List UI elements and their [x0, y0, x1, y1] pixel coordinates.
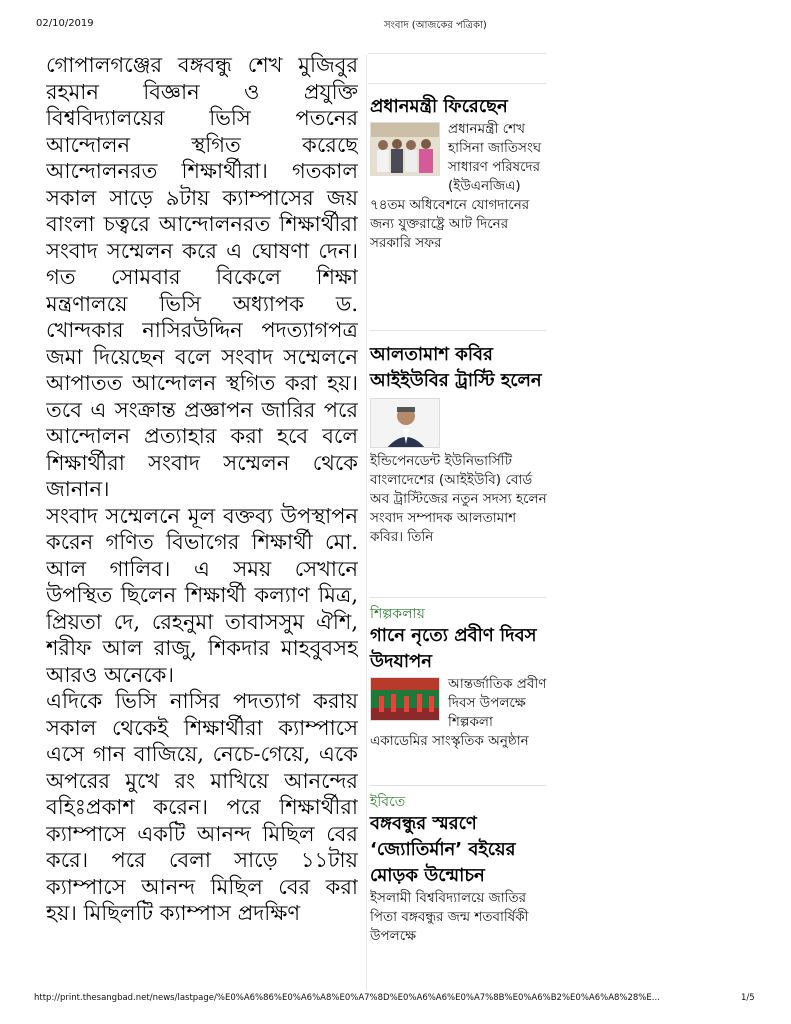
story-summary: প্রধানমন্ত্রী শেখ হাসিনা জাতিসংঘ সাধারণ পরিষদের (ইউএনজিএ) ৭৪তম অধিবেশনে যোগদানের জন্য যুক্তরাষ্ট্রে আট দিনের সরকারি সফর — [370, 121, 542, 251]
header-title: সংবাদ (আজকের পত্রিকা) — [384, 20, 487, 31]
divider — [370, 330, 546, 331]
story-photo[interactable] — [370, 398, 440, 448]
sidebar-story-book-launch[interactable] — [370, 793, 548, 946]
divider — [370, 785, 546, 786]
header-date: 02/10/2019 — [36, 18, 94, 29]
story-headline[interactable]: প্রধানমন্ত্রী ফিরেছেন — [370, 96, 508, 117]
column-divider — [366, 55, 367, 990]
story-headline[interactable]: আলতামাশ কবির আইইউবির ট্রাস্টি হলেন — [370, 344, 542, 391]
sidebar-story-elderly-day[interactable] — [370, 605, 548, 751]
article-paragraph: এদিকে ভিসি নাসির পদত্যাগ করায় সকাল থেকেই শিক্ষার্থীরা ক্যাম্পাসে এসে গান বাজিয়ে, নেচে-গেয়ে, একে অপরের মুখে রং মাখিয়ে আনন্দের বহিঃপ্রকাশ করেন। পরে শিক্ষার্থীরা ক্যাম্পাসে একটি আনন্দ মিছিল বের করে। পরে বেলা সাড়ে ১১টায় ক্যাম্পাসে আনন্দ মিছিল বের করা হয়। মিছিলটি ক্যাম্পাস প্রদক্ষিণ — [46, 689, 358, 925]
sidebar-story-pm[interactable] — [370, 94, 548, 253]
divider — [368, 53, 546, 54]
story-photo[interactable] — [370, 122, 440, 176]
story-photo[interactable] — [370, 677, 440, 721]
article-paragraph: গোপালগঞ্জের বঙ্গবন্ধু শেখ মুজিবুর রহমান বিজ্ঞান ও প্রযুক্তি বিশ্ববিদ্যালয়ের ভিসি পতনের আন্দোলন স্থগিত করেছে আন্দোলনরত শিক্ষার্থীরা। গতকাল সকাল সাড়ে ৯টায় ক্যাম্পাসের জয় বাংলা চত্বরে আন্দোলনরত শিক্ষার্থীরা সংবাদ সম্মেলন করে এ ঘোষণা দেন। গত সোমবার বিকেলে শিক্ষা মন্ত্রণালয়ে ভিসি অধ্যাপক ড. খোন্দকার নাসিরউদ্দিন পদত্যাগপত্র জমা দিয়েছেন বলে সংবাদ সম্মেলনে আপাতত আন্দোলন স্থগিত করা হয়। তবে এ সংক্রান্ত প্রজ্ঞাপন জারির পরে আন্দোলন প্রত্যাহার করা হবে বলে শিক্ষার্থীরা সংবাদ সম্মেলন থেকে জানান। — [46, 53, 358, 501]
main-article — [46, 52, 358, 992]
story-kicker: শিল্পকলায় — [370, 606, 425, 622]
page-number: 1/5 — [741, 993, 755, 1003]
story-headline[interactable]: বঙ্গবন্ধুর স্মরণে ‘জ্যোতির্মান’ বইয়ের মোড়ক উন্মোচন — [370, 813, 516, 886]
story-kicker: ইবিতে — [370, 794, 406, 810]
story-summary: ইসলামী বিশ্ববিদ্যালয়ে জাতির পিতা বঙ্গবন্ধুর জন্ম শতবার্ষিকী উপলক্ষে — [370, 890, 529, 944]
story-headline[interactable]: গানে নৃত্যে প্রবীণ দিবস উদযাপন — [370, 625, 537, 672]
story-summary: ইন্ডিপেনডেন্ট ইউনিভার্সিটি বাংলাদেশের (আইইউবি) বোর্ড অব ট্রাস্টিজের নতুন সদস্য হলেন সংবাদ সম্পাদক আলতামাশ কবির। তিনি — [370, 453, 547, 545]
divider — [370, 597, 546, 598]
divider — [368, 83, 546, 84]
article-paragraph: সংবাদ সম্মেলনে মূল বক্তব্য উপস্থাপন করেন গণিত বিভাগের শিক্ষার্থী মো. আল গালিব। এ সময় সেখানে উপস্থিত ছিলেন শিক্ষার্থী কল্যাণ মিত্র, প্রিয়তা দে, রেহনুমা তাবাসসুম ঐশি, শরীফ আল রাজু, শিকদার মাহবুবসহ আরও অনেকে। — [46, 503, 358, 687]
story-summary: আন্তর্জাতিক প্রবীণ দিবস উপলক্ষে শিল্পকলা একাডেমির সাংস্কৃতিক অনুষ্ঠান — [370, 676, 547, 749]
sidebar-story-altamash[interactable] — [370, 342, 548, 547]
footer-url[interactable]: http://print.thesangbad.net/news/lastpage/%E0%A6%86%E0%A6%A8%E0%A7%8D%E0%A6%A6%E0%A7%8B%E0%A6%B2%E0%A6%A8%28%E... — [34, 993, 660, 1003]
